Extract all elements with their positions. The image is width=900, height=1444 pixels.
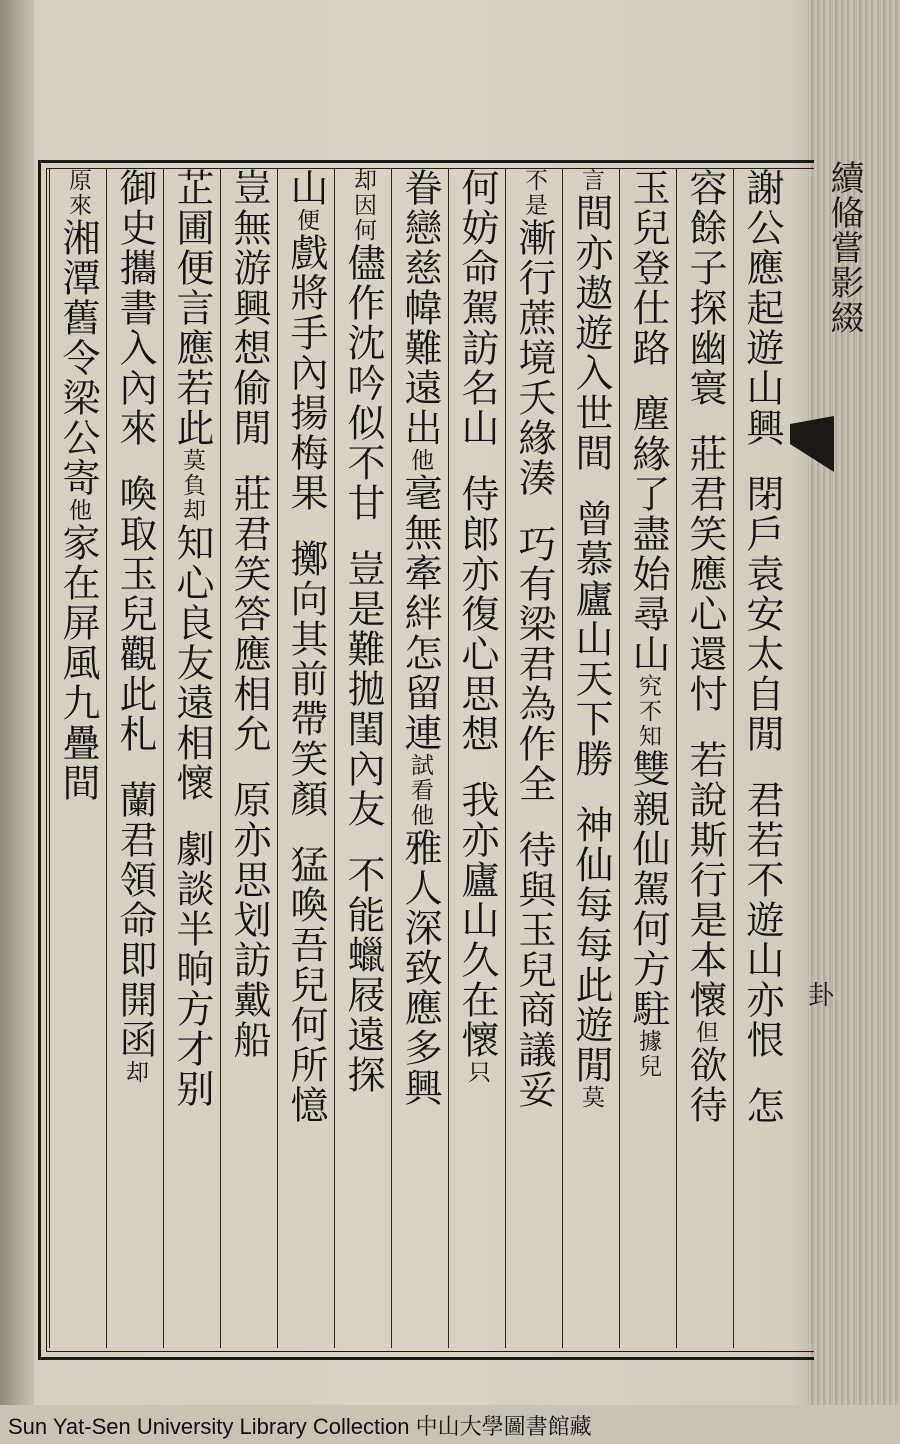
annotation-text: 只 [464,1060,490,1085]
annotation-text: 據兒 [635,1029,661,1079]
verse-text: 猛喚吾兒何所憶 [284,845,328,1125]
annotation-text: 不是 [521,168,547,218]
verse-text: 劇談半晌方才别 [170,829,214,1109]
verse-text: 雅人深致應多興 [398,828,442,1108]
verse-text: 御史攜書入內來 [113,168,157,448]
footer-bar [0,1405,900,1444]
margin-title: 續偹嘗影綴 [824,160,864,335]
annotation-text: 原來 [65,168,91,218]
verse-text: 毫無牽絆怎留連 [398,473,442,753]
verse-text: 君若不遊山亦恨 [740,780,784,1060]
verse-text: 不能蠟屐遠探 [341,855,385,1095]
verse-text: 謝公應起遊山興 [740,168,784,448]
verse-text: 山 [284,168,328,208]
verse-text: 何妨命駕訪名山 [455,168,499,448]
verse-text: 芷圃便言應若此 [170,168,214,448]
verse-text: 莊君笑答應相允 [227,474,271,754]
annotation-text: 莫 [578,1085,604,1110]
annotation-text: 莫負却 [179,448,205,523]
verse-text: 侍郎亦復心思想 [455,474,499,754]
verse-text: 家在屏風九疊間 [56,523,100,803]
verse-text: 眷戀慈幃難遠出 [398,168,442,448]
verse-text: 莊君笑應心還忖 [683,434,727,714]
annotation-text: 他 [65,498,91,523]
verse-text: 蘭君領命即開函 [113,780,157,1060]
text-column [220,168,277,1348]
fishtail-mark-icon [790,416,834,472]
annotation-text: 試看他 [407,753,433,828]
text-column [619,168,676,1348]
text-column [163,168,220,1348]
text-column [277,168,334,1348]
verse-text: 巧有梁君為作全 [512,524,556,804]
annotation-text: 言 [578,168,604,193]
text-column [106,168,163,1348]
verse-text: 漸行蔗境夭緣湊 [512,218,556,498]
verse-text: 神仙每每此遊閒 [569,805,613,1085]
annotation-text: 却因何 [350,168,376,243]
verse-text: 塵緣了盡始尋山 [626,394,670,674]
annotation-text: 他 [407,448,433,473]
spine-shadow [0,0,34,1405]
annotation-text: 但 [692,1020,718,1045]
verse-text: 欲待 [683,1045,727,1125]
verse-text: 間亦遨遊入世間 [569,193,613,473]
verse-text: 曾慕廬山天下勝 [569,499,613,779]
text-column [505,168,562,1348]
annotation-text: 便 [293,208,319,233]
text-column [676,168,733,1348]
verse-text: 儘作沈吟似不甘 [341,243,385,523]
verse-text: 原亦思划訪戴船 [227,780,271,1060]
verse-text: 豈無游興想偷閒 [227,168,271,448]
text-column [733,168,790,1348]
verse-text: 擲向其前帶笑顏 [284,539,328,819]
verse-text: 雙親仙駕何方駐 [626,749,670,1029]
text-column [334,168,391,1348]
footer-credit: Sun Yat-Sen University Library Collection 中山大學圖書館藏 [8,1414,592,1439]
text-column [391,168,448,1348]
text-column [562,168,619,1348]
annotation-text: 究不知 [635,674,661,749]
verse-text: 閉戶袁安太自閒 [740,474,784,754]
verse-text: 戲將手內揚梅果 [284,233,328,513]
verse-text: 豈是難拋閨內友 [341,549,385,829]
verse-text: 湘潭舊令梁公寄 [56,218,100,498]
verse-text: 若說斯行是本懷 [683,740,727,1020]
text-column [49,168,106,1348]
verse-text: 容餘子探幽寰 [683,168,727,408]
verse-text: 怎 [740,1086,784,1126]
verse-text: 知心良友遠相懷 [170,523,214,803]
verse-text: 玉兒登仕路 [626,168,670,368]
verse-text: 我亦廬山久在懷 [455,780,499,1060]
verse-text: 待與玉兒商議妥 [512,830,556,1110]
folio-mark: 卦 [808,981,835,1011]
annotation-text: 却 [122,1060,148,1085]
text-column [448,168,505,1348]
verse-text: 喚取玉兒觀此札 [113,474,157,754]
